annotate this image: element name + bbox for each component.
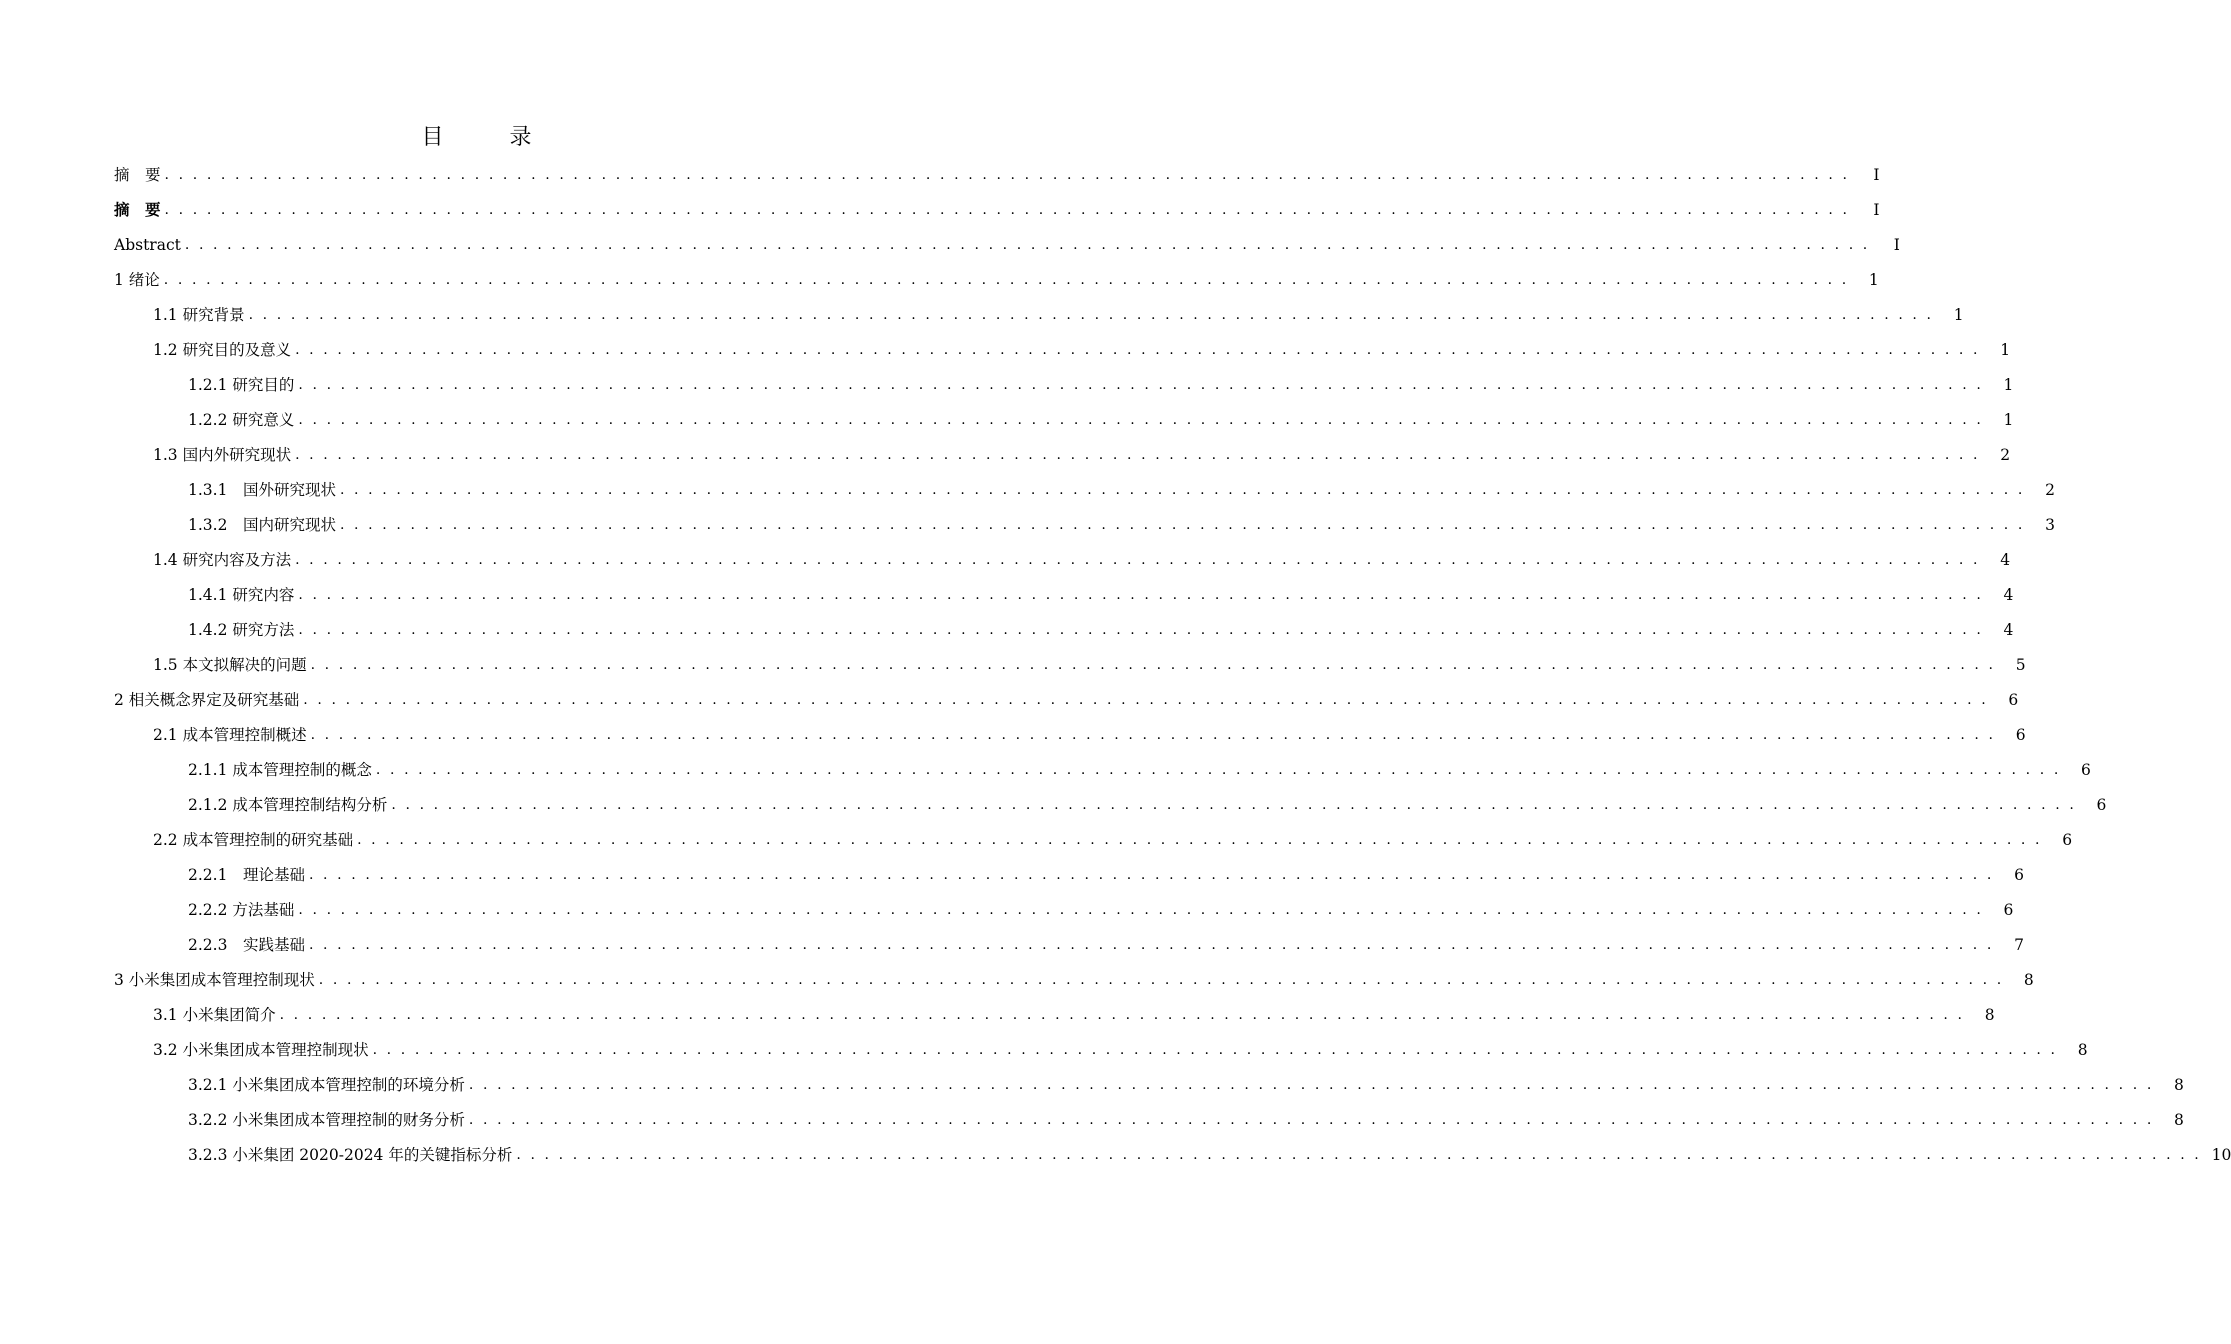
toc-entry[interactable] (188, 788, 2107, 823)
toc-entry-label: 2.1.2 成本管理控制结构分析 (188, 796, 388, 814)
toc-entry-label: 3.2.1 小米集团成本管理控制的环境分析 (188, 1076, 465, 1094)
toc-entry[interactable] (153, 998, 1995, 1033)
toc-entry-page-number: 6 (2003, 901, 2014, 919)
toc-entry[interactable] (188, 613, 2014, 648)
toc-leader-dots: . . . . . . . . . . . . . . . . . . . . . . . . . . . . . . . . . . . . . . . . . . . . . . . . . . . . . . . . . . . . . . . . . . . . . . . . . . . . . . . . . . . . . . . . . . . . . . . . . . . . . . . . . . . . . . . . . . . . . . . . (357, 832, 2043, 848)
toc-leader-dots: . . . . . . . . . . . . . . . . . . . . . . . . . . . . . . . . . . . . . . . . . . . . . . . . . . . . . . . . . . . . . . . . . . . . . . . . . . . . . . . . . . . . . . . . . . . . . . . . . . . . . . . . . . . . . . . . . . . . . . . . (339, 517, 2025, 533)
toc-leader-dots: . . . . . . . . . . . . . . . . . . . . . . . . . . . . . . . . . . . . . . . . . . . . . . . . . . . . . . . . . . . . . . . . . . . . . . . . . . . . . . . . . . . . . . . . . . . . . . . . . . . . . . . . . . . . . . . . . . . . . . . . (308, 867, 1994, 883)
toc-leader-dots: . . . . . . . . . . . . . . . . . . . . . . . . . . . . . . . . . . . . . . . . . . . . . . . . . . . . . . . . . . . . . . . . . . . . . . . . . . . . . . . . . . . . . . . . . . . . . . . . . . . . . . . . . . . . . . . . . . . . . . . . (516, 1147, 2202, 1163)
toc-entry[interactable] (153, 438, 2011, 473)
toc-entry-label: 1.4.2 研究方法 (188, 621, 295, 639)
toc-entry[interactable] (188, 368, 2014, 403)
toc-leader-dots: . . . . . . . . . . . . . . . . . . . . . . . . . . . . . . . . . . . . . . . . . . . . . . . . . . . . . . . . . . . . . . . . . . . . . . . . . . . . . . . . . . . . . . . . . . . . . . . . . . . . . . . . . . . . . . . . . . . . . . . . (295, 447, 1981, 463)
toc-entry[interactable] (188, 578, 2014, 613)
toc-leader-dots: . . . . . . . . . . . . . . . . . . . . . . . . . . . . . . . . . . . . . . . . . . . . . . . . . . . . . . . . . . . . . . . . . . . . . . . . . . . . . . . . . . . . . . . . . . . . . . . . . . . . . . . . . . . . . . . . . . . . . . . . (184, 237, 1870, 253)
toc-entry[interactable] (153, 298, 1964, 333)
toc-entry-page-number: 8 (2174, 1111, 2184, 1129)
toc-entry-label: 1.4 研究内容及方法 (153, 551, 292, 569)
toc-entry-page-number: 4 (2003, 621, 2014, 639)
toc-entry-page-number: 10 (2211, 1146, 2231, 1164)
toc-entry-page-number: 1 (2003, 376, 2014, 394)
toc-entry[interactable] (114, 193, 1880, 228)
toc-entry[interactable] (188, 1103, 2184, 1138)
toc-leader-dots: . . . . . . . . . . . . . . . . . . . . . . . . . . . . . . . . . . . . . . . . . . . . . . . . . . . . . . . . . . . . . . . . . . . . . . . . . . . . . . . . . . . . . . . . . . . . . . . . . . . . . . . . . . . . . . . . . . . . . . . . (298, 412, 1984, 428)
toc-entry-page-number: 8 (2077, 1041, 2088, 1059)
toc-entry-page-number: 8 (2174, 1076, 2184, 1094)
toc-leader-dots: . . . . . . . . . . . . . . . . . . . . . . . . . . . . . . . . . . . . . . . . . . . . . . . . . . . . . . . . . . . . . . . . . . . . . . . . . . . . . . . . . . . . . . . . . . . . . . . . . . . . . . . . . . . . . . . . . . . . . . . . (310, 657, 1996, 673)
toc-entry[interactable] (188, 473, 2055, 508)
toc-entry-label: 1.2.2 研究意义 (188, 411, 295, 429)
toc-leader-dots: . . . . . . . . . . . . . . . . . . . . . . . . . . . . . . . . . . . . . . . . . . . . . . . . . . . . . . . . . . . . . . . . . . . . . . . . . . . . . . . . . . . . . . . . . . . . . . . . . . . . . . . . . . . . . . . . . . . . . . . . (298, 587, 1984, 603)
toc-entry-page-number: 8 (1984, 1006, 1995, 1024)
toc-entry-page-number: I (1873, 166, 1880, 184)
toc-entry[interactable] (188, 928, 2024, 963)
toc-entry-page-number: 2 (2000, 446, 2011, 464)
toc-entry-label: 3.2.2 小米集团成本管理控制的财务分析 (188, 1111, 465, 1129)
toc-entry[interactable] (153, 648, 2026, 683)
toc-entry[interactable] (188, 753, 2091, 788)
toc-entry-label: 1.2.1 研究目的 (188, 376, 295, 394)
toc-leader-dots: . . . . . . . . . . . . . . . . . . . . . . . . . . . . . . . . . . . . . . . . . . . . . . . . . . . . . . . . . . . . . . . . . . . . . . . . . . . . . . . . . . . . . . . . . . . . . . . . . . . . . . . . . . . . . . . . . . . . . . . . (375, 762, 2061, 778)
toc-entry-label: 1.3.1 国外研究现状 (188, 481, 336, 499)
toc-entry-page-number: 4 (2000, 551, 2011, 569)
toc-entry-label: 3 小米集团成本管理控制现状 (114, 971, 315, 989)
toc-entry-label: 1.4.1 研究内容 (188, 586, 295, 604)
toc-entry-label: 2.1 成本管理控制概述 (153, 726, 307, 744)
toc-entry-label: 1 绪论 (114, 271, 160, 289)
toc-entry[interactable] (188, 1138, 2231, 1173)
toc-entry-page-number: 1 (2000, 341, 2011, 359)
toc-leader-dots: . . . . . . . . . . . . . . . . . . . . . . . . . . . . . . . . . . . . . . . . . . . . . . . . . . . . . . . . . . . . . . . . . . . . . . . . . . . . . . . . . . . . . . . . . . . . . . . . . . . . . . . . . . . . . . . . . . . . . . . . (248, 307, 1934, 323)
toc-entry[interactable] (114, 228, 1900, 263)
toc-leader-dots: . . . . . . . . . . . . . . . . . . . . . . . . . . . . . . . . . . . . . . . . . . . . . . . . . . . . . . . . . . . . . . . . . . . . . . . . . . . . . . . . . . . . . . . . . . . . . . . . . . . . . . . . . . . . . . . . . . . . . . . . (298, 377, 1984, 393)
toc-entry[interactable] (114, 963, 2034, 998)
toc-leader-dots: . . . . . . . . . . . . . . . . . . . . . . . . . . . . . . . . . . . . . . . . . . . . . . . . . . . . . . . . . . . . . . . . . . . . . . . . . . . . . . . . . . . . . . . . . . . . . . . . . . . . . . . . . . . . . . . . . . . . . . . . (279, 1007, 1965, 1023)
toc-entry-page-number: I (1873, 201, 1880, 219)
toc-entry-label: 1.2 研究目的及意义 (153, 341, 292, 359)
toc-entry-label: Abstract (114, 236, 181, 254)
toc-entry-label: 2.1.1 成本管理控制的概念 (188, 761, 372, 779)
toc-entry-label: 1.5 本文拟解决的问题 (153, 656, 307, 674)
toc-entry-label: 2.2.2 方法基础 (188, 901, 295, 919)
toc-leader-dots: . . . . . . . . . . . . . . . . . . . . . . . . . . . . . . . . . . . . . . . . . . . . . . . . . . . . . . . . . . . . . . . . . . . . . . . . . . . . . . . . . . . . . . . . . . . . . . . . . . . . . . . . . . . . . . . . . . . . . . . . (164, 202, 1850, 218)
toc-title: 目 录 (421, 125, 554, 150)
toc-entry[interactable] (153, 333, 2011, 368)
toc-entry-label: 3.2.3 小米集团 2020-2024 年的关键指标分析 (188, 1146, 513, 1164)
toc-entry-label: 摘 要 (114, 201, 161, 219)
toc-leader-dots: . . . . . . . . . . . . . . . . . . . . . . . . . . . . . . . . . . . . . . . . . . . . . . . . . . . . . . . . . . . . . . . . . . . . . . . . . . . . . . . . . . . . . . . . . . . . . . . . . . . . . . . . . . . . . . . . . . . . . . . . (318, 972, 2004, 988)
toc-entry-page-number: 3 (2045, 516, 2055, 534)
toc-entry[interactable] (114, 683, 2019, 718)
toc-entry-page-number: 8 (2023, 971, 2034, 989)
toc-entry-label: 2.2 成本管理控制的研究基础 (153, 831, 354, 849)
toc-entry-label: 3.2 小米集团成本管理控制现状 (153, 1041, 369, 1059)
toc-entry-page-number: 6 (2062, 831, 2073, 849)
toc-entry[interactable] (114, 263, 1879, 298)
toc-leader-dots: . . . . . . . . . . . . . . . . . . . . . . . . . . . . . . . . . . . . . . . . . . . . . . . . . . . . . . . . . . . . . . . . . . . . . . . . . . . . . . . . . . . . . . . . . . . . . . . . . . . . . . . . . . . . . . . . . . . . . . . . (468, 1077, 2154, 1093)
toc-leader-dots: . . . . . . . . . . . . . . . . . . . . . . . . . . . . . . . . . . . . . . . . . . . . . . . . . . . . . . . . . . . . . . . . . . . . . . . . . . . . . . . . . . . . . . . . . . . . . . . . . . . . . . . . . . . . . . . . . . . . . . . . (339, 482, 2025, 498)
toc-leader-dots: . . . . . . . . . . . . . . . . . . . . . . . . . . . . . . . . . . . . . . . . . . . . . . . . . . . . . . . . . . . . . . . . . . . . . . . . . . . . . . . . . . . . . . . . . . . . . . . . . . . . . . . . . . . . . . . . . . . . . . . . (303, 692, 1989, 708)
toc-entry-label: 1.3 国内外研究现状 (153, 446, 292, 464)
toc-entry-label: 2 相关概念界定及研究基础 (114, 691, 300, 709)
toc-entry[interactable] (188, 893, 2014, 928)
toc-entry-label: 2.2.1 理论基础 (188, 866, 305, 884)
toc-entry-page-number: 6 (2015, 726, 2026, 744)
toc-entry[interactable] (153, 1033, 2088, 1068)
toc-leader-dots: . . . . . . . . . . . . . . . . . . . . . . . . . . . . . . . . . . . . . . . . . . . . . . . . . . . . . . . . . . . . . . . . . . . . . . . . . . . . . . . . . . . . . . . . . . . . . . . . . . . . . . . . . . . . . . . . . . . . . . . . (164, 167, 1850, 183)
toc-leader-dots: . . . . . . . . . . . . . . . . . . . . . . . . . . . . . . . . . . . . . . . . . . . . . . . . . . . . . . . . . . . . . . . . . . . . . . . . . . . . . . . . . . . . . . . . . . . . . . . . . . . . . . . . . . . . . . . . . . . . . . . . (295, 342, 1981, 358)
toc-entry[interactable] (153, 543, 2011, 578)
toc-leader-dots: . . . . . . . . . . . . . . . . . . . . . . . . . . . . . . . . . . . . . . . . . . . . . . . . . . . . . . . . . . . . . . . . . . . . . . . . . . . . . . . . . . . . . . . . . . . . . . . . . . . . . . . . . . . . . . . . . . . . . . . . (163, 272, 1849, 288)
toc-entry-page-number: 1 (1953, 306, 1964, 324)
toc-entry-page-number: 7 (2014, 936, 2024, 954)
toc-leader-dots: . . . . . . . . . . . . . . . . . . . . . . . . . . . . . . . . . . . . . . . . . . . . . . . . . . . . . . . . . . . . . . . . . . . . . . . . . . . . . . . . . . . . . . . . . . . . . . . . . . . . . . . . . . . . . . . . . . . . . . . . (468, 1112, 2154, 1128)
toc-entry-label: 摘 要 (114, 166, 161, 184)
toc-leader-dots: . . . . . . . . . . . . . . . . . . . . . . . . . . . . . . . . . . . . . . . . . . . . . . . . . . . . . . . . . . . . . . . . . . . . . . . . . . . . . . . . . . . . . . . . . . . . . . . . . . . . . . . . . . . . . . . . . . . . . . . . (298, 902, 1984, 918)
toc-entry[interactable] (153, 718, 2026, 753)
toc-entry-label: 2.2.3 实践基础 (188, 936, 305, 954)
toc-leader-dots: . . . . . . . . . . . . . . . . . . . . . . . . . . . . . . . . . . . . . . . . . . . . . . . . . . . . . . . . . . . . . . . . . . . . . . . . . . . . . . . . . . . . . . . . . . . . . . . . . . . . . . . . . . . . . . . . . . . . . . . . (298, 622, 1984, 638)
toc-leader-dots: . . . . . . . . . . . . . . . . . . . . . . . . . . . . . . . . . . . . . . . . . . . . . . . . . . . . . . . . . . . . . . . . . . . . . . . . . . . . . . . . . . . . . . . . . . . . . . . . . . . . . . . . . . . . . . . . . . . . . . . . (372, 1042, 2058, 1058)
toc-entry-label: 3.1 小米集团简介 (153, 1006, 276, 1024)
toc-entry[interactable] (188, 1068, 2184, 1103)
toc-leader-dots: . . . . . . . . . . . . . . . . . . . . . . . . . . . . . . . . . . . . . . . . . . . . . . . . . . . . . . . . . . . . . . . . . . . . . . . . . . . . . . . . . . . . . . . . . . . . . . . . . . . . . . . . . . . . . . . . . . . . . . . . (391, 797, 2077, 813)
toc-entry-label: 1.1 研究背景 (153, 306, 245, 324)
toc-entry[interactable] (114, 158, 1880, 193)
toc-entry[interactable] (188, 508, 2055, 543)
toc-entry-label: 1.3.2 国内研究现状 (188, 516, 336, 534)
toc-entry[interactable] (153, 823, 2073, 858)
toc-entry-page-number: I (1893, 236, 1900, 254)
toc-entry-page-number: 4 (2003, 586, 2014, 604)
toc-leader-dots: . . . . . . . . . . . . . . . . . . . . . . . . . . . . . . . . . . . . . . . . . . . . . . . . . . . . . . . . . . . . . . . . . . . . . . . . . . . . . . . . . . . . . . . . . . . . . . . . . . . . . . . . . . . . . . . . . . . . . . . . (295, 552, 1981, 568)
toc-entry-page-number: 1 (1868, 271, 1879, 289)
toc-entry[interactable] (188, 858, 2024, 893)
toc-entry-page-number: 6 (2096, 796, 2107, 814)
toc-leader-dots: . . . . . . . . . . . . . . . . . . . . . . . . . . . . . . . . . . . . . . . . . . . . . . . . . . . . . . . . . . . . . . . . . . . . . . . . . . . . . . . . . . . . . . . . . . . . . . . . . . . . . . . . . . . . . . . . . . . . . . . . (310, 727, 1996, 743)
toc-entry-page-number: 1 (2003, 411, 2014, 429)
toc-entry-page-number: 6 (2014, 866, 2024, 884)
toc-entry[interactable] (188, 403, 2014, 438)
toc-entry-page-number: 2 (2045, 481, 2055, 499)
toc-entry-page-number: 6 (2081, 761, 2091, 779)
toc-entry-page-number: 6 (2008, 691, 2019, 709)
toc-entry-page-number: 5 (2015, 656, 2026, 674)
toc-leader-dots: . . . . . . . . . . . . . . . . . . . . . . . . . . . . . . . . . . . . . . . . . . . . . . . . . . . . . . . . . . . . . . . . . . . . . . . . . . . . . . . . . . . . . . . . . . . . . . . . . . . . . . . . . . . . . . . . . . . . . . . . (308, 937, 1994, 953)
